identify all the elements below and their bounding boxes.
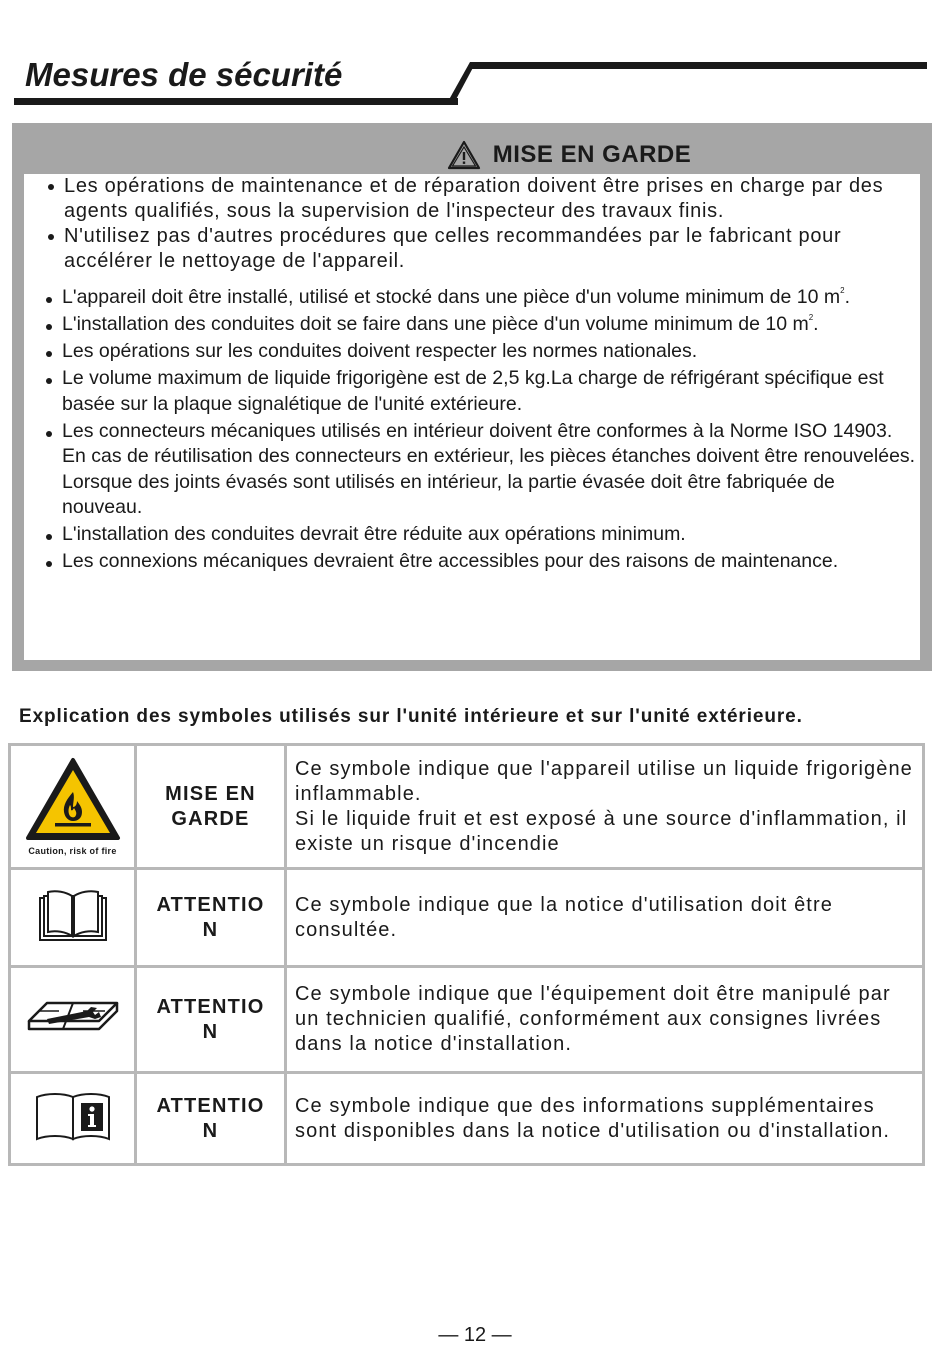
symbol-label (136, 967, 286, 1073)
symbols-heading: Explication des symboles utilisés sur l'unité intérieure et sur l'unité extérieure. (19, 706, 803, 727)
symbol-description: Ce symbole indique que des informations supplémentaires sont disponibles dans la notice d'utilisation ou d'installation. (286, 1073, 924, 1165)
description-text: Ce symbole indique que l'appareil utilise un liquide frigorigène inflammable. (295, 757, 913, 805)
table-row (10, 1073, 924, 1165)
manual-book-icon (38, 888, 108, 942)
list-item: L'installation des conduites devrait être réduite aux opérations minimum. (42, 522, 918, 548)
symbol-cell (10, 869, 136, 967)
symbol-description: Ce symbole indique que la notice d'utilisation doit être consultée. (286, 869, 924, 967)
list-item-text: L'appareil doit être installé, utilisé et stocké dans une pièce d'un volume minimum de 10 m (62, 286, 841, 308)
info-manual-icon (33, 1089, 113, 1143)
title-underline (14, 98, 458, 105)
title-topline (470, 62, 927, 69)
fire-warning-icon (25, 757, 121, 843)
warning-triangle-icon (447, 140, 481, 170)
symbol-cell (10, 1073, 136, 1165)
warning-box (12, 123, 932, 671)
list-item (42, 285, 918, 311)
service-manual-wrench-icon (25, 997, 121, 1037)
list-item: N'utilisez pas d'autres procédures que celles recommandées par le fabricant pour accélérer le nettoyage de l'appareil. (44, 224, 920, 274)
warning-list-primary (44, 174, 920, 274)
list-item-text: L'installation des conduites doit se faire dans une pièce d'un volume minimum de 10 m (62, 313, 809, 335)
description-text: Si le liquide fruit et est exposé à une source d'inflammation, il existe un risque d'incendie (295, 807, 908, 855)
period: . (813, 313, 819, 335)
page-title: Mesures de sécurité (25, 56, 343, 93)
fire-icon-caption: Caution, risk of fire (28, 846, 117, 856)
symbol-cell (10, 745, 136, 869)
table-row (10, 745, 924, 869)
symbols-table (8, 743, 925, 1166)
superscript: 2 (840, 286, 845, 295)
warning-list-secondary (42, 285, 918, 576)
page-number: — 12 — (438, 1324, 512, 1346)
warning-header (12, 137, 932, 173)
symbol-label (136, 1073, 286, 1165)
label-text: ATTENTION (156, 893, 265, 941)
label-text: MISE EN GARDE (165, 782, 256, 830)
label-text: ATTENTION (156, 995, 265, 1043)
list-item: Les opérations sur les conduites doivent respecter les normes nationales. (42, 339, 918, 365)
table-row (10, 967, 924, 1073)
symbol-cell (10, 967, 136, 1073)
symbol-description (286, 745, 924, 869)
symbol-description: Ce symbole indique que l'équipement doit être manipulé par un technicien qualifié, conformément aux consignes livrées dans la notice d'installation. (286, 967, 924, 1073)
list-item: Les connecteurs mécaniques utilisés en intérieur doivent être conformes à la Norme ISO 14903. En cas de réutilisation des connecteurs en extérieur, les pièces étanches doivent être renouvelées. Lorsque des joints évasés sont utilisés en intérieur, la partie évasée doit être fabriquée de nouveau. (42, 419, 918, 521)
list-item: Les connexions mécaniques devraient être accessibles pour des raisons de maintenance. (42, 549, 918, 575)
label-text: ATTENTION (156, 1094, 265, 1142)
symbol-label (136, 745, 286, 869)
warning-heading: MISE EN GARDE (492, 141, 692, 168)
warning-content (24, 174, 920, 660)
list-item: Le volume maximum de liquide frigorigène est de 2,5 kg.La charge de réfrigérant spécifique est basée sur la plaque signalétique de l'unité extérieure. (42, 366, 918, 417)
list-item: Les opérations de maintenance et de réparation doivent être prises en charge par des agents qualifiés, sous la supervision de l'inspecteur des travaux finis. (44, 174, 920, 224)
symbol-label (136, 869, 286, 967)
table-row (10, 869, 924, 967)
list-item (42, 312, 918, 338)
period: . (844, 286, 850, 308)
superscript: 2 (808, 313, 814, 322)
